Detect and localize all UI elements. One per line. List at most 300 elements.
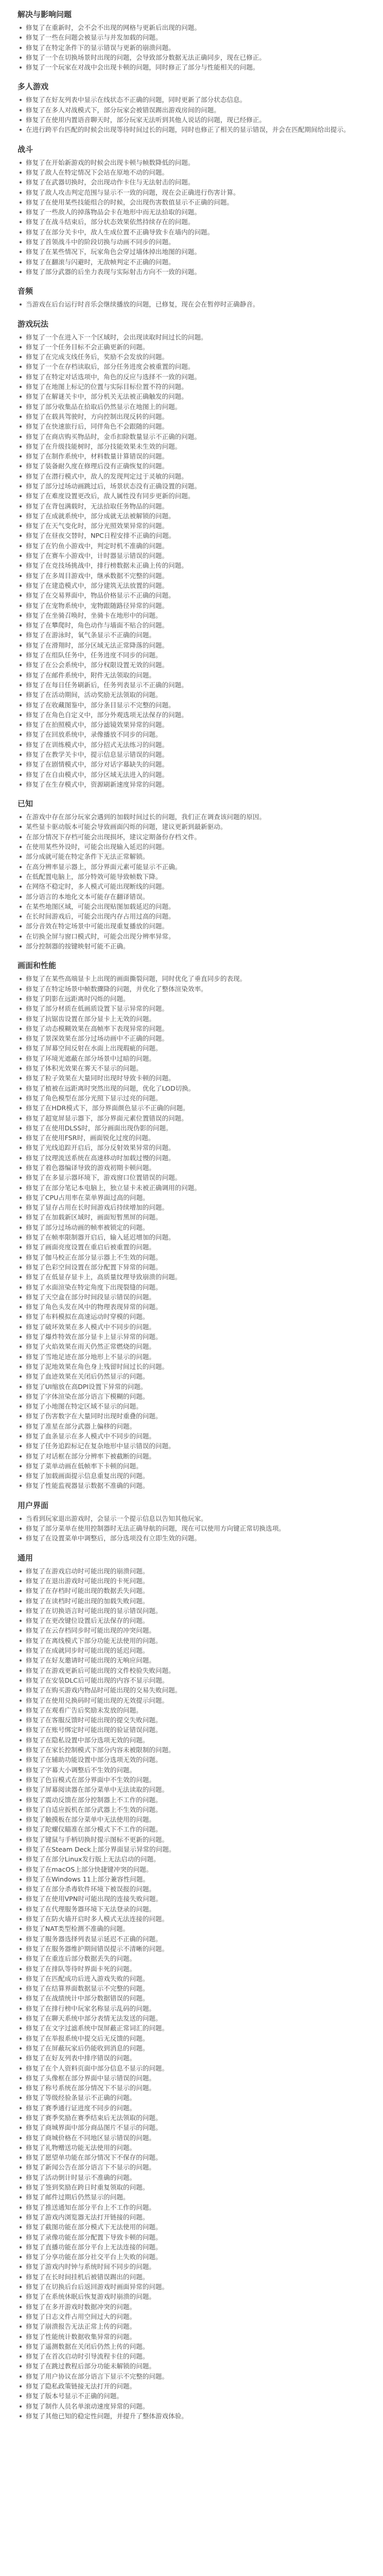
bullet-icon <box>20 2405 22 2408</box>
list-item-text: 在高分辨率显示器上，部分界面元素可能显示不正确。 <box>26 862 182 871</box>
bullet-icon <box>20 925 22 927</box>
bullet-icon <box>20 2415 22 2417</box>
list-item-text: 修复了在长时间挂机后被错误踢出的问题。 <box>26 2273 149 2281</box>
bullet-icon <box>20 1465 22 1467</box>
bullet-icon <box>20 1157 22 1159</box>
list-item <box>18 2063 365 2073</box>
bullet-icon <box>20 1978 22 1980</box>
list-item <box>18 2262 365 2272</box>
bullet-icon <box>20 1689 22 1691</box>
list-item-text: 修复了在好友邀请时可能出现的无响应问题。 <box>26 1656 155 1665</box>
list-item-text: 修复了在成就同步时可能出现的延迟问题。 <box>26 1647 149 1655</box>
bullet-icon <box>20 2137 22 2139</box>
bullet-icon <box>20 754 22 756</box>
list-item <box>18 1596 365 1606</box>
list-item-text: 在某些地图区域，可能会出现贴图加载延迟的问题。 <box>26 902 175 910</box>
list-item-text: 修复了在解谜关卡中，部分机关无法被正确触发的问题。 <box>26 393 188 401</box>
list-item <box>18 730 365 739</box>
list-item <box>18 481 365 491</box>
bullet-icon <box>20 624 22 626</box>
bullet-icon <box>20 1640 22 1642</box>
list-item <box>18 158 365 167</box>
list-item <box>18 1735 365 1745</box>
list-item <box>18 1113 365 1123</box>
bullet-icon <box>20 1187 22 1189</box>
bullet-icon <box>20 1058 22 1060</box>
list-item-text: 修复了在宠物系统中，宠物跟随路径异常的问题。 <box>26 601 169 609</box>
list-item <box>18 650 365 660</box>
list-item <box>18 1865 365 1874</box>
list-item-text: 修复了在成就系统中，部分成就无法被解锁的问题。 <box>26 512 175 520</box>
list-item <box>18 620 365 630</box>
list-item <box>18 2302 365 2312</box>
list-item-text: 修复了在武器切换时，会出现动作卡住与无法射击的问题。 <box>26 178 195 187</box>
list-item <box>18 1371 365 1381</box>
list-item-text: 修复了对话框在部分分辨率下被截断的问题。 <box>26 1452 155 1460</box>
list-item-text: 修复了一个任务目标不会正确更新的问题。 <box>26 343 149 351</box>
list-item-text: 修复了在辅助功能设置中部分选项无效的问题。 <box>26 1756 162 1764</box>
bullet-icon <box>20 1386 22 1388</box>
list-item <box>18 2153 365 2162</box>
bullet-icon <box>20 1117 22 1120</box>
bullet-icon <box>20 2376 22 2378</box>
list-item <box>18 1322 365 1332</box>
list-item-text: 修复了在特定条件下的显示错误与更新的崩溃问题。 <box>26 43 175 52</box>
list-item-text: 修复了在某些情况下，玩家角色会穿过墙体掉出地图的问题。 <box>26 248 201 256</box>
list-item-text: 部分音效在特定场景中可能出现重复播放的问题。 <box>26 922 169 930</box>
list-item-text: 修复了隐私政策链接无法打开的问题。 <box>26 2382 136 2391</box>
bullet-icon <box>20 2027 22 2029</box>
list-item <box>18 931 365 941</box>
bullet-icon <box>20 241 22 243</box>
list-item-text: 修复了血条显示在多人模式中不同步的问题。 <box>26 1432 155 1440</box>
list-item-text: 修复了礼物赠送功能无法使用的问题。 <box>26 2143 136 2151</box>
bullet-icon <box>20 674 22 676</box>
list-item-text: 修复了在购买游戏内物品时可能出现的交易失败问题。 <box>26 1686 182 1694</box>
list-item <box>18 2411 365 2421</box>
list-item <box>18 902 365 911</box>
list-item-text: 修复了部分材质在低画质设置下显示异常的问题。 <box>26 1005 169 1013</box>
list-item-text: 修复了部分菜单在使用控制器时无法正确导航的问题，现在可以使用方向键正常切换选项。 <box>26 1524 285 1533</box>
bullet-icon <box>20 2365 22 2367</box>
list-item-text: 修复了在退出游戏时可能出现的卡死问题。 <box>26 1577 149 1585</box>
bullet-icon <box>20 1077 22 1079</box>
bullet-icon <box>20 251 22 253</box>
bullet-icon <box>20 261 22 263</box>
list-item <box>18 1696 365 1705</box>
list-item-text: 修复了一个在进入下一个区域时，会出现读取时间过长的问题。 <box>26 333 207 341</box>
bullet-icon <box>20 2166 22 2168</box>
list-item-text: 修复了键鼠与手柄切换时提示图标不更新的问题。 <box>26 1835 169 1843</box>
list-item <box>18 1835 365 1844</box>
list-item-text: 修复了一个玩家在对战中会出现卡顿的问题，同时修正了部分与性能相关的问题。 <box>26 63 259 72</box>
list-item <box>18 2162 365 2172</box>
bullet-icon <box>20 1246 22 1248</box>
list-item-text: 修复了在离线模式下部分功能无法使用的问题。 <box>26 1636 162 1645</box>
list-item-text: 修复了在举报系统中提交后无反馈的问题。 <box>26 2034 149 2042</box>
list-item <box>18 759 365 769</box>
list-item-text: 修复了色盲模式在部分界面中不生效的问题。 <box>26 1775 155 1784</box>
bullet-icon <box>20 129 22 131</box>
list-item-text: 修复了在翻滚与闪避时，无敌帧判定不正确的问题。 <box>26 258 175 266</box>
list-item <box>18 561 365 570</box>
list-item-text: 部分成就可能在特定条件下无法正常解锁。 <box>26 853 149 861</box>
list-item <box>18 1984 365 1993</box>
section <box>18 1553 365 2421</box>
list-item-text: 修复了着色器编译导致的游戏初期卡顿问题。 <box>26 1163 155 1172</box>
list-item-text: 修复了在赛车小游戏中，计时器显示错误的问题。 <box>26 552 169 560</box>
list-item-text: 修复了赛季通行证进度不同步的问题。 <box>26 2104 136 2112</box>
bullet-icon <box>20 211 22 213</box>
list-item <box>18 1083 365 1093</box>
list-item <box>18 2202 365 2212</box>
list-item <box>18 2292 365 2301</box>
list-item <box>18 1014 365 1024</box>
list-item <box>18 188 365 197</box>
list-item-text: 在部分情况下存档可能会出现损坏，建议定期备份存档文件。 <box>26 833 201 841</box>
bullet-icon <box>20 2326 22 2328</box>
bullet-icon <box>20 1739 22 1741</box>
bullet-icon <box>20 109 22 111</box>
list-item <box>18 95 365 105</box>
bullet-icon <box>20 99 22 101</box>
list-item-text: 修复了部分过场动画的帧率被锁定的问题。 <box>26 1223 149 1231</box>
bullet-icon <box>20 1167 22 1169</box>
list-item-text: 在低配置电脑上，部分特效可能导致帧数下降。 <box>26 872 162 880</box>
list-item <box>18 1715 365 1725</box>
bullet-icon <box>20 1257 22 1259</box>
bullet-icon <box>20 634 22 636</box>
list-item <box>18 1705 365 1715</box>
list-item-text: 修复了在账号绑定时可能出现的验证错误问题。 <box>26 1726 162 1734</box>
bullet-icon <box>20 1659 22 1662</box>
list-item-text: 修复了在昼夜交替时，NPC日程安排不正确的问题。 <box>26 532 176 540</box>
list-item <box>18 1514 365 1523</box>
list-item-text: 修复了服务器选择列表显示延迟不正确的问题。 <box>26 1935 162 1943</box>
bullet-icon <box>20 1759 22 1761</box>
list-item-text: 修复了在交易界面中，物品价格显示不正确的问题。 <box>26 591 175 600</box>
list-item <box>18 1223 365 1232</box>
list-item-text: 修复了推送通知在部分平台上不工作的问题。 <box>26 2203 155 2211</box>
bullet-icon <box>20 515 22 517</box>
bullet-icon <box>20 2147 22 2149</box>
bullet-icon <box>20 66 22 69</box>
list-item-text: 修复了在使用DLSS时，部分画面出现伪影的问题。 <box>26 1124 172 1132</box>
list-item-text: 修复了新闻公告在部分语言下不显示的问题。 <box>26 2163 155 2172</box>
list-item <box>18 2143 365 2153</box>
list-item-text: 修复了任务追踪标记在复杂地形中显示错误的问题。 <box>26 1442 175 1450</box>
list-item <box>18 2242 365 2252</box>
list-item <box>18 2173 365 2182</box>
list-item <box>18 1242 365 1252</box>
list-item <box>18 177 365 187</box>
list-item <box>18 832 365 842</box>
list-item-text: 修复了在文字过滤系统中误屏蔽正常词汇的问题。 <box>26 2024 169 2032</box>
list-item-text: 修复了在HDR模式下，部分界面颜色显示不正确的问题。 <box>26 1104 189 1112</box>
list-item-text: 修复了色彩空间设置在部分配置下异常的问题。 <box>26 1263 162 1271</box>
list-item <box>18 1685 365 1695</box>
bullet-icon <box>20 1878 22 1880</box>
bullet-icon <box>20 1137 22 1139</box>
list-item-text: 修复了愿望单功能在部分情况下不保存的问题。 <box>26 2154 162 2162</box>
list-item <box>18 2252 365 2262</box>
list-item-text: 修复了商城界面中部分商品图片不显示的问题。 <box>26 2124 162 2132</box>
section <box>18 9 365 72</box>
list-item <box>18 1312 365 1321</box>
bullet-icon <box>20 386 22 388</box>
bullet-icon <box>20 2385 22 2387</box>
bullet-icon <box>20 346 22 348</box>
list-item-text: 修复了部分收集品在拾取后仍然显示在地图上的问题。 <box>26 402 182 411</box>
list-item-text: 修复了在云存档同步时可能出现的冲突问题。 <box>26 1626 155 1635</box>
bullet-icon <box>20 1779 22 1781</box>
bullet-icon <box>20 2057 22 2059</box>
bullet-icon <box>20 1266 22 1268</box>
list-item-text: 修复了赛季奖励在赛季结束后无法领取的问题。 <box>26 2114 162 2122</box>
list-item-text: 修复了粒子效果在大量同时出现时导致卡顿的问题。 <box>26 1074 175 1082</box>
list-item <box>18 1934 365 1944</box>
list-item-text: 修复了在安装DLC后可能出现的内容不显示问题。 <box>26 1676 169 1684</box>
bullet-icon <box>20 988 22 990</box>
list-item-text: 修复了在战斗结束后，部分状态效果依然持续存在的问题。 <box>26 218 195 226</box>
bullet-icon <box>20 1997 22 1999</box>
bullet-icon <box>20 366 22 368</box>
bullet-icon <box>20 1097 22 1099</box>
bullet-icon <box>20 1869 22 1871</box>
list-item <box>18 2222 365 2232</box>
list-item <box>18 1401 365 1411</box>
bullet-icon <box>20 446 22 448</box>
list-item <box>18 862 365 872</box>
section-title: 音频 <box>18 286 33 296</box>
bullet-icon <box>20 2077 22 2079</box>
bullet-icon <box>20 1306 22 1308</box>
bullet-icon <box>20 896 22 898</box>
list-item <box>18 1646 365 1655</box>
list-item-text: 修复了在隐私设置中部分选项无效的问题。 <box>26 1736 149 1744</box>
bullet-icon <box>20 1819 22 1821</box>
list-item-text: 修复了在每日任务刷新后，任务列表显示不正确的问题。 <box>26 681 188 689</box>
list-item-text: 修复了在竞技场挑战中，排行榜数据未正确上传的问题。 <box>26 562 188 570</box>
list-item <box>18 1352 365 1362</box>
bullet-icon <box>20 585 22 587</box>
list-item-text: 修复了在游戏启动时可能出现的崩溃问题。 <box>26 1567 149 1575</box>
list-item-text: 修复了装备耐久度在修理后没有正确恢复的问题。 <box>26 462 169 470</box>
list-item <box>18 1004 365 1013</box>
list-item <box>18 402 365 412</box>
bullet-icon <box>20 605 22 607</box>
bullet-icon <box>20 1610 22 1612</box>
list-item <box>18 1471 365 1481</box>
bullet-icon <box>20 271 22 273</box>
list-item-text: 修复了爆炸特效在部分显卡上显示异常的问题。 <box>26 1333 162 1341</box>
list-item <box>18 1411 365 1421</box>
list-item-text: 修复了在帧率限制器开启后，输入延迟增加的问题。 <box>26 1233 175 1242</box>
list-item <box>18 1854 365 1864</box>
list-item <box>18 1063 365 1073</box>
bullet-icon <box>20 784 22 786</box>
bullet-icon <box>20 416 22 418</box>
list-item-text: 修复了活动倒计时显示不准确的问题。 <box>26 2173 136 2181</box>
list-item <box>18 2093 365 2103</box>
list-item-text: 修复了在更改键位设置后无法保存的问题。 <box>26 1617 149 1625</box>
list-item-text: 修复了在开始新游戏的时候会出现卡顿与帧数降低的问题。 <box>26 158 195 166</box>
list-item <box>18 1262 365 1272</box>
list-item-text: 修复了天空盒在部分时间段显示错误的问题。 <box>26 1293 155 1301</box>
bullet-icon <box>20 744 22 746</box>
bullet-icon <box>20 1799 22 1801</box>
list-item <box>18 1202 365 1212</box>
bullet-icon <box>20 1650 22 1652</box>
list-item-text: 修复了在代理服务器环境下无法登录的问题。 <box>26 1905 155 1913</box>
list-item <box>18 1974 365 1984</box>
list-item-text: 修复了血迹效果在关闭后仍然显示的问题。 <box>26 1372 149 1381</box>
list-item <box>18 1606 365 1616</box>
list-item <box>18 1103 365 1113</box>
list-item-text: 修复了菜单动画在低帧率下卡顿的问题。 <box>26 1462 143 1470</box>
bullet-icon <box>20 1227 22 1229</box>
bullet-icon <box>20 714 22 716</box>
list-item <box>18 660 365 670</box>
bullet-icon <box>20 1336 22 1338</box>
list-item <box>18 1944 365 1954</box>
section <box>18 144 365 277</box>
list-item-text: 修复了在匹配成功后进入游戏失败的问题。 <box>26 1974 149 1982</box>
list-item <box>18 882 365 891</box>
list-item <box>18 1302 365 1312</box>
list-item-text: 修复了称号系统在部分情况下不显示的问题。 <box>26 2084 155 2092</box>
list-item <box>18 531 365 540</box>
bullet-icon <box>20 1948 22 1950</box>
bullet-icon <box>20 1789 22 1791</box>
list-item-text: 修复了在背包满载时，无法拾取任务物品的问题。 <box>26 502 169 510</box>
bullet-icon <box>20 1236 22 1239</box>
bullet-icon <box>20 1709 22 1711</box>
bullet-icon <box>20 1928 22 1930</box>
bullet-icon <box>20 2316 22 2318</box>
bullet-icon <box>20 1346 22 1348</box>
list-item <box>18 872 365 882</box>
section-title: 战斗 <box>18 144 33 154</box>
list-item-text: 修复了遥测数据在关闭后仍然上传的问题。 <box>26 2342 149 2350</box>
bullet-icon <box>20 1038 22 1040</box>
bullet-icon <box>20 172 22 174</box>
list-item <box>18 1533 365 1543</box>
list-item-text: 修复了在服务器维护期间错误提示不清晰的问题。 <box>26 1944 169 1953</box>
list-item <box>18 237 365 247</box>
list-item-text: 修复了在跳过教程后部分功能未解锁的问题。 <box>26 2362 155 2370</box>
bullet-icon <box>20 2107 22 2109</box>
list-item <box>18 1566 365 1576</box>
bullet-icon <box>20 231 22 233</box>
list-item-text: 修复了在观看广告后奖励未发放的问题。 <box>26 1706 143 1714</box>
list-item <box>18 1874 365 1884</box>
section-title: 用户界面 <box>18 1500 49 1510</box>
bullet-icon <box>20 1445 22 1447</box>
list-item-text: 修复了在角色自定义中，部分外观选项无法保存的问题。 <box>26 710 188 719</box>
bullet-icon <box>20 426 22 428</box>
list-item <box>18 2361 365 2371</box>
list-item-text: 修复了触摸板在部分菜单中无法使用的问题。 <box>26 1816 155 1824</box>
bullet-icon <box>20 485 22 487</box>
list-item <box>18 2043 365 2053</box>
section <box>18 319 365 790</box>
list-item <box>18 1382 365 1392</box>
list-item-text: 修复了在回放系统中，录像播放不同步的问题。 <box>26 731 162 739</box>
list-item-text: 修复了部分过场动画跳过后，场景状态没有正确设置的问题。 <box>26 482 201 490</box>
list-item-text: 修复了泥地效果在角色身上残留时间过长的问题。 <box>26 1362 169 1370</box>
bullet-icon <box>20 1216 22 1218</box>
list-item-text: 修复了在低显存显卡上，高质量纹理导致崩溃的问题。 <box>26 1273 182 1281</box>
list-item-text: 修复了性能监视器显示数据不准确的问题。 <box>26 1482 149 1490</box>
section <box>18 799 365 951</box>
list-item-text: 修复了抗锯齿设置在部分显卡上无效的问题。 <box>26 1014 155 1023</box>
list-item <box>18 710 365 720</box>
bullet-icon <box>20 47 22 49</box>
bullet-icon <box>20 1018 22 1020</box>
list-item-text: 部分控制器的按键映射可能不正确。 <box>26 942 130 951</box>
list-item <box>18 2381 365 2391</box>
list-item <box>18 1666 365 1675</box>
list-item-text: 修复了直播功能在部分平台上无法连接的问题。 <box>26 2243 162 2251</box>
list-item <box>18 911 365 921</box>
list-item <box>18 1093 365 1103</box>
bullet-icon <box>20 615 22 617</box>
list-item-text: 修复了加载画面提示信息重复出现的问题。 <box>26 1472 149 1480</box>
list-item-text: 修复了日志文件占用空间过大的问题。 <box>26 2312 136 2320</box>
list-item <box>18 690 365 700</box>
list-item <box>18 1805 365 1815</box>
list-item <box>18 1173 365 1182</box>
list-item-text: 修复了准星在部分武器上偏移的问题。 <box>26 1422 136 1430</box>
list-item <box>18 2073 365 2083</box>
list-item <box>18 611 365 620</box>
bullet-icon <box>20 684 22 686</box>
bullet-icon <box>20 1415 22 1417</box>
list-item-text: 修复了在组队任务中，任务进度不同步的问题。 <box>26 651 162 659</box>
bullet-icon <box>20 2336 22 2338</box>
bullet-icon <box>20 816 22 818</box>
list-item-text: 修复了布料模拟在高速运动时穿模的问题。 <box>26 1313 149 1321</box>
bullet-icon <box>20 525 22 527</box>
bullet-icon <box>20 1570 22 1572</box>
bullet-icon <box>20 2047 22 2049</box>
list-item-text: 修复了NAT类型检测不准确的问题。 <box>26 1925 130 1933</box>
list-item-text: 修复了在收藏图鉴中，部分条目显示不完整的问题。 <box>26 701 175 709</box>
bullet-icon <box>20 2246 22 2248</box>
list-item <box>18 2212 365 2222</box>
list-item <box>18 299 365 309</box>
bullet-icon <box>20 436 22 438</box>
list-item-text: 修复了在家长控制模式下部分内容未被限制的问题。 <box>26 1746 175 1754</box>
list-item <box>18 2023 365 2033</box>
bullet-icon <box>20 57 22 59</box>
bullet-icon <box>20 406 22 408</box>
bullet-icon <box>20 2276 22 2278</box>
bullet-icon <box>20 505 22 507</box>
bullet-icon <box>20 476 22 478</box>
list-item-text: 修复了在公会系统中，部分权限设置无效的问题。 <box>26 661 169 669</box>
list-item-text: 修复了在特定场景中帧数骤降的问题，并优化了整体渲染效率。 <box>26 985 207 993</box>
list-item <box>18 461 365 471</box>
list-item <box>18 590 365 600</box>
list-item-text: 修复了自适应扳机在部分武器上不生效的问题。 <box>26 1805 162 1814</box>
bullet-icon <box>20 945 22 947</box>
list-item <box>18 941 365 951</box>
list-item <box>18 670 365 680</box>
bullet-icon <box>20 455 22 457</box>
list-item-text: 修复了一个在切换场景时出现的问题，会导致部分数据无法正确同步，现在已修正。 <box>26 53 266 61</box>
